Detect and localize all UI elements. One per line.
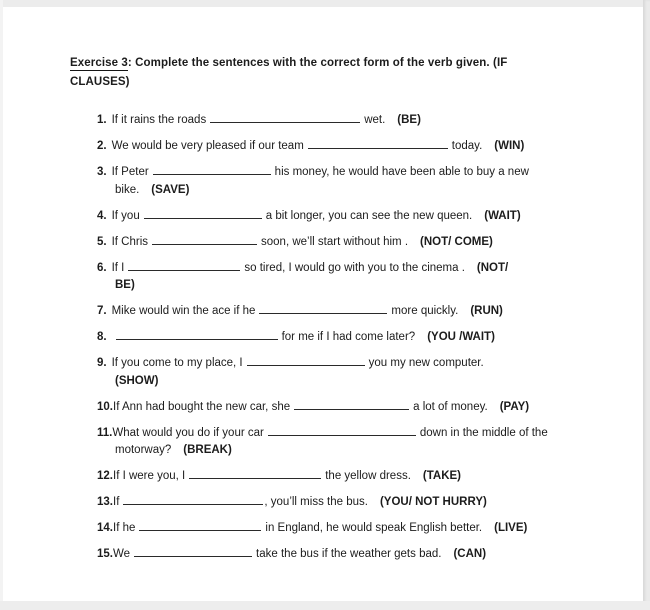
verb-hint: (NOT/ COME) (420, 235, 493, 248)
sentence-text: If I (111, 261, 125, 274)
sentence-text: today. (451, 140, 483, 152)
sentence-text: bike. (115, 183, 140, 196)
verb-hint: (LIVE) (494, 522, 528, 534)
verb-hint: (PAY) (499, 400, 530, 413)
item-number: 7. (97, 305, 107, 317)
item-number: 6. (97, 261, 107, 274)
exercise-item (97, 208, 583, 226)
answer-blank (134, 553, 252, 557)
sentence-text: If Peter (111, 166, 149, 178)
sentence-text: , you’ll miss the bus. (264, 496, 368, 508)
exercise-item (97, 494, 583, 512)
sentence-text: in England, he would speak English better. (265, 522, 483, 534)
sentence-text: If he (113, 522, 136, 534)
verb-hint: (WIN) (494, 140, 525, 152)
verb-hint: (NOT/ (476, 261, 509, 274)
page-edge-left (0, 0, 3, 610)
item-number: 3. (97, 166, 107, 178)
item-number: 2. (97, 140, 107, 152)
sentence-text: soon, we’ll start without him . (261, 235, 409, 248)
sentence-text: take the bus if the weather gets bad. (256, 548, 442, 560)
sentence-text: his money, he would have been able to buy a new (274, 166, 529, 178)
exercise-item (97, 138, 583, 156)
verb-hint: (RUN) (470, 305, 503, 317)
answer-blank (152, 241, 257, 245)
item-number: 9. (97, 357, 107, 369)
exercise-instructions-line2: CLAUSES) (70, 76, 130, 88)
answer-blank (247, 362, 365, 366)
item-number: 13. (97, 496, 113, 508)
answer-blank (116, 336, 278, 340)
sentence-text: a bit longer, you can see the new queen. (265, 209, 473, 222)
sentence-text: If it rains the roads (111, 114, 207, 126)
exercise-list (97, 112, 583, 564)
answer-blank (123, 501, 263, 505)
verb-hint: (YOU /WAIT) (427, 331, 495, 343)
page-content (70, 54, 582, 572)
answer-blank (128, 267, 240, 271)
answer-blank (294, 406, 409, 410)
page-edge-bottom (0, 601, 650, 610)
answer-blank (189, 475, 321, 479)
item-number: 11. (97, 426, 113, 439)
item-number: 5. (97, 235, 107, 248)
verb-hint: (TAKE) (422, 470, 462, 482)
verb-hint: (SAVE) (151, 183, 190, 196)
exercise-item (97, 260, 583, 295)
verb-hint: (WAIT) (484, 209, 521, 222)
exercise-item (97, 520, 583, 538)
item-number: 14. (97, 522, 113, 534)
sentence-text: more quickly. (391, 305, 459, 317)
exercise-heading (70, 54, 582, 92)
exercise-item (97, 468, 583, 486)
sentence-text: wet. (364, 114, 386, 126)
sentence-text: If you come to my place, I (111, 357, 243, 369)
answer-blank (259, 310, 387, 314)
sentence-text: If (113, 496, 120, 508)
sentence-text: the yellow dress. (325, 470, 411, 482)
sentence-text: If you (111, 209, 140, 222)
answer-blank (268, 432, 416, 436)
answer-blank (308, 145, 448, 149)
answer-blank (210, 119, 360, 123)
sentence-text: If I were you, I (113, 470, 186, 482)
exercise-item (97, 355, 583, 390)
item-number: 8. (97, 331, 107, 343)
exercise-item (97, 234, 583, 252)
verb-hint: (BE) (397, 114, 421, 126)
exercise-number-label: Exercise 3 (70, 57, 128, 69)
verb-hint: (SHOW) (115, 374, 159, 387)
page-edge-right (643, 0, 650, 610)
verb-hint: (YOU/ NOT HURRY) (379, 496, 487, 508)
answer-blank (153, 171, 271, 175)
item-number: 4. (97, 209, 107, 222)
exercise-item (97, 164, 583, 199)
exercise-item (97, 425, 583, 460)
sentence-text: If Chris (111, 235, 149, 248)
answer-blank (144, 215, 262, 219)
sentence-text: down in the middle of the (419, 426, 548, 439)
sentence-text: you my new computer. (368, 357, 484, 369)
verb-hint: (CAN) (453, 548, 487, 560)
sentence-text: If Ann had bought the new car, she (113, 400, 291, 413)
item-number: 15. (97, 548, 113, 560)
sentence-text: We would be very pleased if our team (111, 140, 304, 152)
item-number: 1. (97, 114, 107, 126)
sentence-text: a lot of money. (413, 400, 488, 413)
exercise-item (97, 329, 583, 347)
sentence-text: We (113, 548, 131, 560)
verb-hint: BE) (115, 279, 135, 291)
answer-blank (139, 527, 261, 531)
exercise-item (97, 112, 583, 130)
sentence-text: What would you do if your car (112, 426, 264, 439)
sentence-text: for me if I had come later? (281, 331, 416, 343)
sentence-text: so tired, I would go with you to the cinema . (244, 261, 465, 274)
page-edge-top (0, 0, 650, 7)
exercise-item (97, 546, 583, 564)
item-number: 10. (97, 400, 113, 413)
verb-hint: (BREAK) (183, 444, 232, 456)
exercise-item (97, 399, 583, 417)
sentence-text: motorway? (115, 444, 172, 456)
exercise-instructions: : Complete the sentences with the correct form of the verb given. (IF (127, 57, 508, 69)
sentence-text: Mike would win the ace if he (111, 305, 256, 317)
exercise-item (97, 303, 583, 321)
item-number: 12. (97, 470, 113, 482)
